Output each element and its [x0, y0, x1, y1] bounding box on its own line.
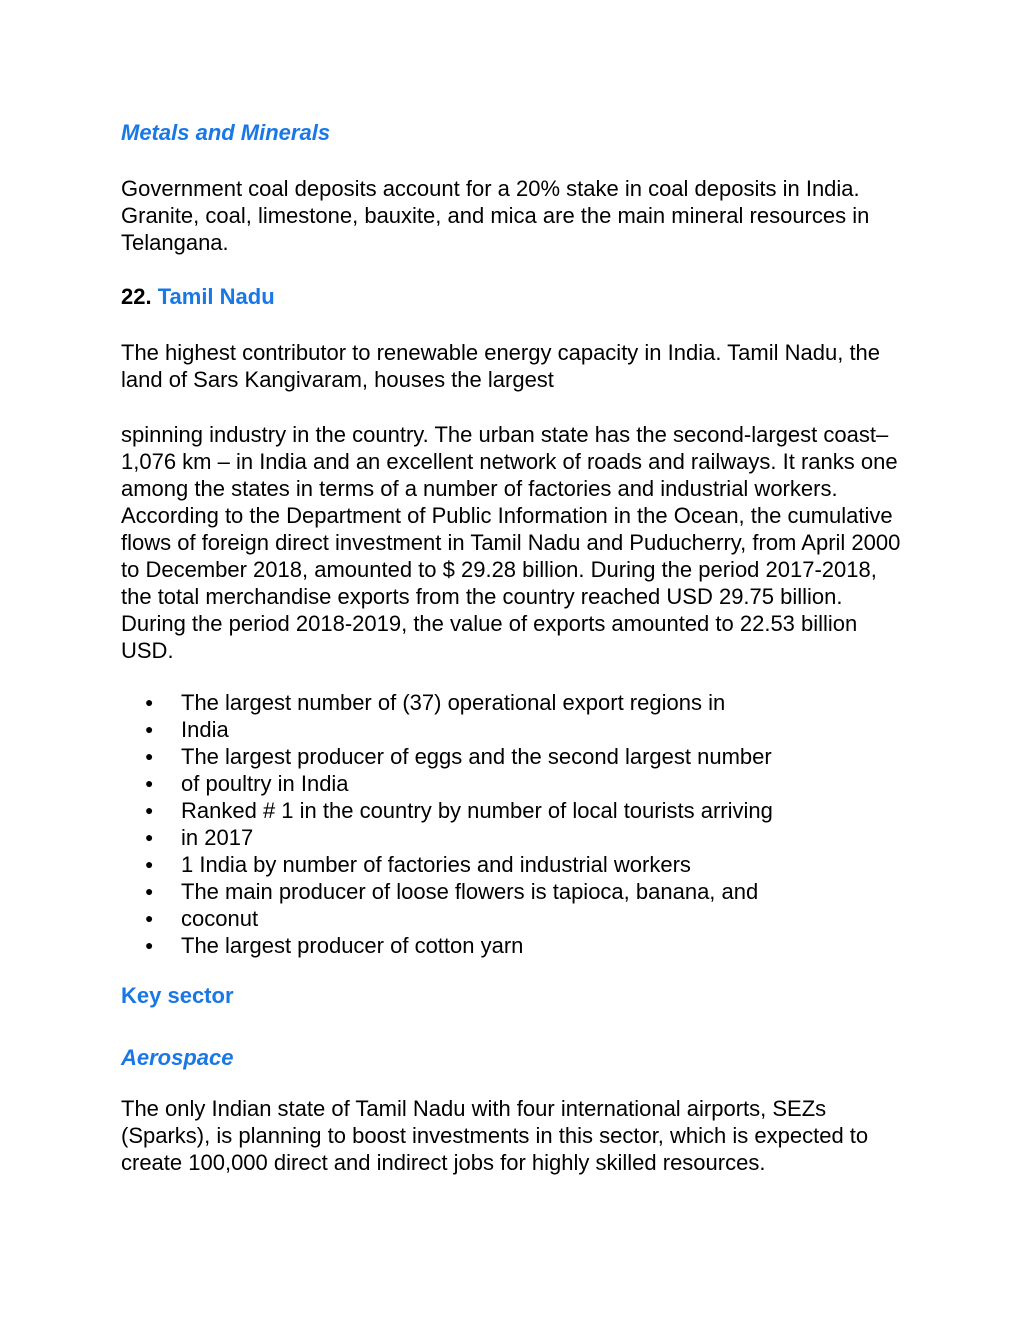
list-item: ● The largest number of (37) operational export regions in — [145, 690, 726, 715]
metals-minerals-heading: Metals and Minerals — [121, 120, 331, 145]
list-item: ● in 2017 — [145, 825, 254, 850]
section-number: 22. — [121, 284, 152, 309]
bullet-icon: ● — [145, 937, 154, 953]
bullet-icon: ● — [145, 802, 154, 818]
bullet-icon: ● — [145, 748, 154, 764]
list-item: ● coconut — [145, 906, 259, 931]
bullet-icon: ● — [145, 856, 154, 872]
document-page — [121, 118, 911, 1176]
tamil-nadu-heading — [121, 282, 911, 312]
list-item: ● of poultry in India — [145, 771, 349, 796]
bullet-icon: ● — [145, 775, 154, 791]
list-item: ● The largest producer of eggs and the second largest number — [145, 744, 772, 769]
bullet-icon: ● — [145, 721, 154, 737]
aerospace-paragraph: The only Indian state of Tamil Nadu with four international airports, SEZs (Sparks), is planning to boost investments in this sector, which is expected to create 100,000 direct and indirect jobs for highly skilled resources. — [121, 1096, 869, 1175]
list-item: ● 1 India by number of factories and industrial workers — [145, 852, 691, 877]
list-item: ● The largest producer of cotton yarn — [145, 933, 524, 958]
metals-minerals-paragraph: Government coal deposits account for a 20% stake in coal deposits in India. Granite, coal, limestone, bauxite, and mica are the main mineral resources in Telangana. — [121, 176, 870, 255]
bullet-icon: ● — [145, 829, 154, 845]
list-item: ● India — [145, 717, 229, 742]
tamil-nadu-title: Tamil Nadu — [157, 284, 275, 309]
tamil-nadu-detail-paragraph: spinning industry in the country. The urban state has the second-largest coast– 1,076 km – in India and an excellent network of roads and railways. It ranks one among the states in terms of a number of factories and industrial workers. According to the Department of Public Information in the Ocean, the cumulative flows of foreign direct investment in Tamil Nadu and Puducherry, from April 2000 to December 2018, amounted to $ 29.28 billion. During the period 2017-2018, the total merchandise exports from the country reached USD 29.75 billion. During the period 2018-2019, the value of exports amounted to 22.53 billion USD. — [121, 422, 901, 663]
aerospace-heading: Aerospace — [121, 1045, 234, 1070]
list-item: ● Ranked # 1 in the country by number of local tourists arriving — [145, 798, 773, 823]
bullet-icon: ● — [145, 694, 154, 710]
list-item: ● The main producer of loose flowers is tapioca, banana, and — [145, 879, 759, 904]
tamil-nadu-intro-paragraph: The highest contributor to renewable energy capacity in India. Tamil Nadu, the land of Sars Kangivaram, houses the largest — [121, 340, 881, 392]
tamil-nadu-highlights-list — [121, 689, 911, 959]
bullet-icon: ● — [145, 883, 154, 899]
bullet-icon: ● — [145, 910, 154, 926]
key-sector-heading: Key sector — [121, 983, 234, 1008]
